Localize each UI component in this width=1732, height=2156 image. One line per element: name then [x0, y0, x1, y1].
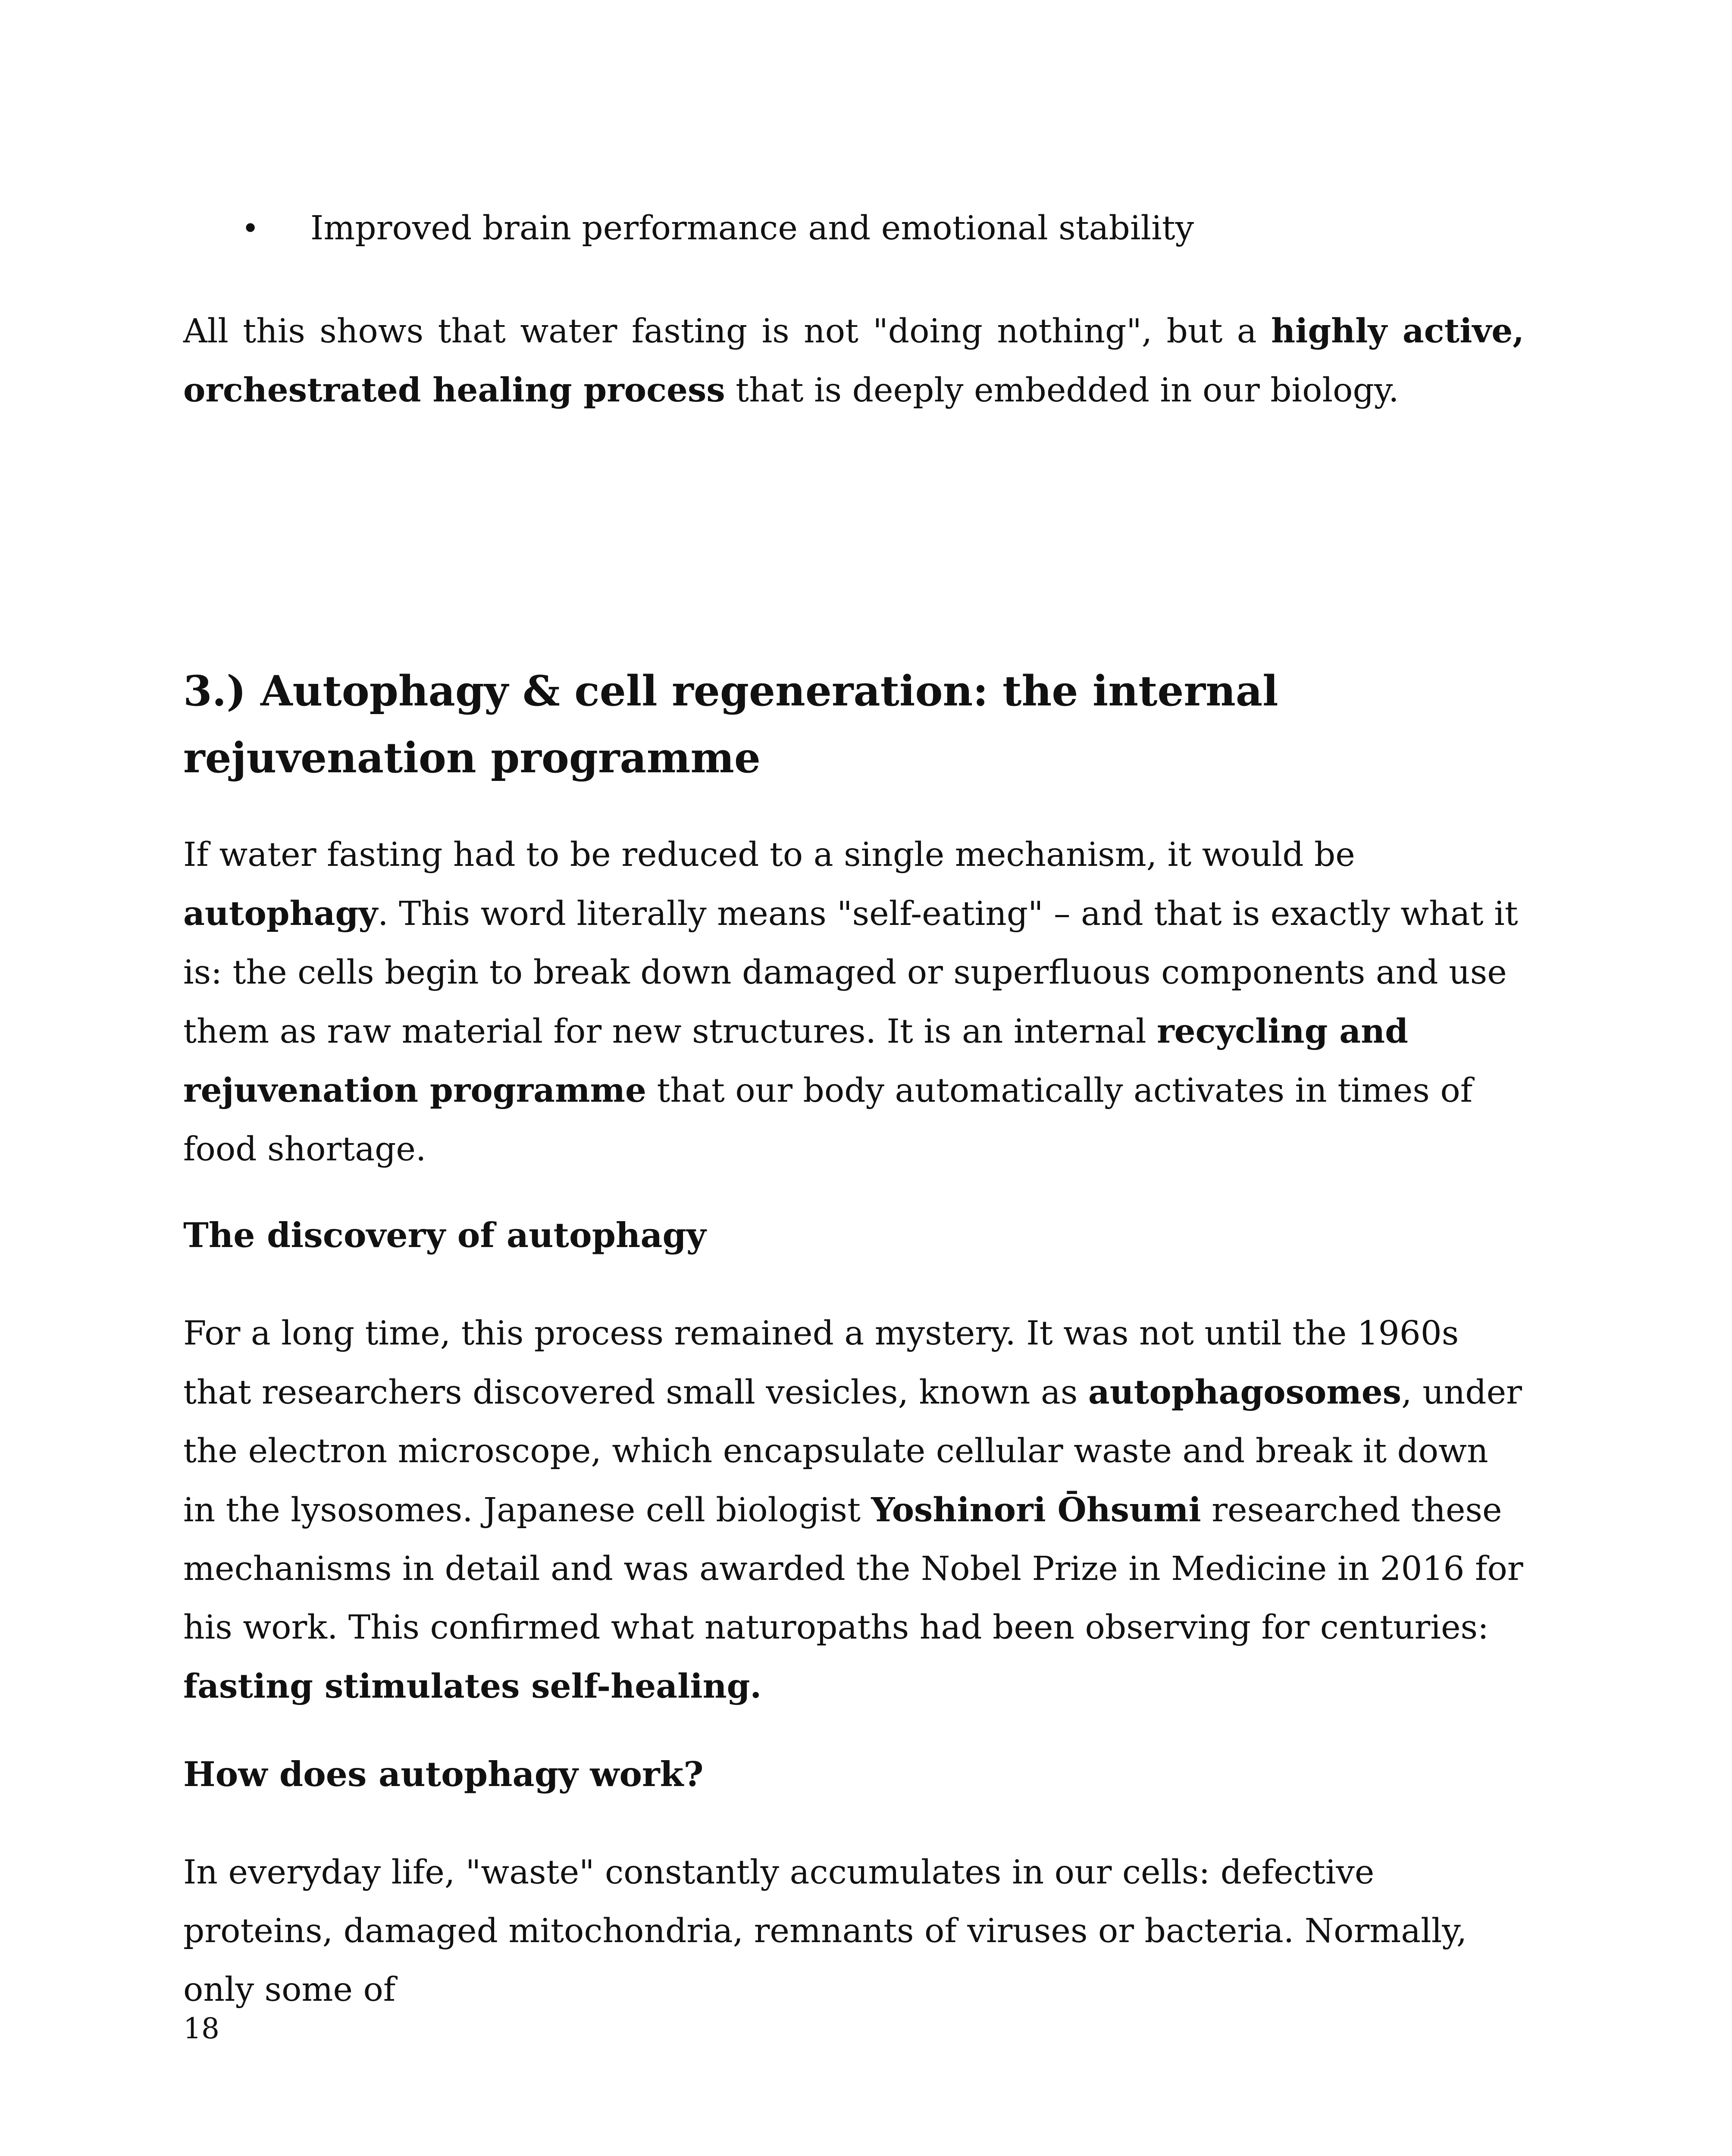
bullet-icon: • [241, 211, 260, 246]
section-title: 3.) Autophagy & cell regeneration: the internal rejuvenation programme [183, 667, 1278, 782]
discovery-text-2: , under the electron microscope, which encapsulate cellular waste and break it down in the lysosomes. Japanese cell biologist [183, 1373, 1522, 1529]
intro-bold-2: recycling and rejuvenation programme [183, 1012, 1408, 1110]
intro-text-1: If water fasting had to be reduced to a single mechanism, it would be [183, 836, 1355, 874]
summary-text-1: All this shows that water fasting is not "doing nothing", but a [183, 312, 1272, 351]
discovery-bold-2: Yoshinori Ōhsumi [871, 1491, 1201, 1529]
discovery-heading: The discovery of autophagy [183, 1215, 706, 1255]
summary-text-2: that is deeply embedded in our biology. [725, 371, 1399, 410]
intro-paragraph [183, 826, 1524, 1179]
discovery-text-1: For a long time, this process remained a mystery. It was not until the 1960s that researchers discovered small vesicles, known as [183, 1314, 1459, 1412]
intro-bold-1: autophagy [183, 894, 378, 933]
page-number: 18 [183, 2012, 219, 2045]
discovery-bold-1: autophagosomes [1088, 1373, 1402, 1412]
bullet-text: Improved brain performance and emotional stability [310, 209, 1194, 248]
discovery-paragraph [183, 1304, 1524, 1716]
intro-text-2: . This word literally means "self-eating" – and that is exactly what it is: the cells begin to break down damaged or superfluous components and use them as raw material for new structures. It is an internal [183, 895, 1518, 1051]
how-heading: How does autophagy work? [183, 1754, 704, 1794]
how-paragraph: In everyday life, "waste" constantly accumulates in our cells: defective proteins, damaged mitochondria, remnants of viruses or bacteria. Normally, only some of [183, 1853, 1467, 2009]
discovery-bold-3: fasting stimulates self-healing. [183, 1667, 762, 1706]
intro-text-3: that our body automatically activates in times of food shortage. [183, 1072, 1473, 1169]
summary-bold-1: highly active, orchestrated healing process [183, 312, 1524, 410]
summary-paragraph [183, 302, 1524, 420]
discovery-text-3: researched these mechanisms in detail and was awarded the Nobel Prize in Medicine in 2016 for his work. This confirmed what naturopaths had been observing for centuries: [183, 1491, 1523, 1647]
